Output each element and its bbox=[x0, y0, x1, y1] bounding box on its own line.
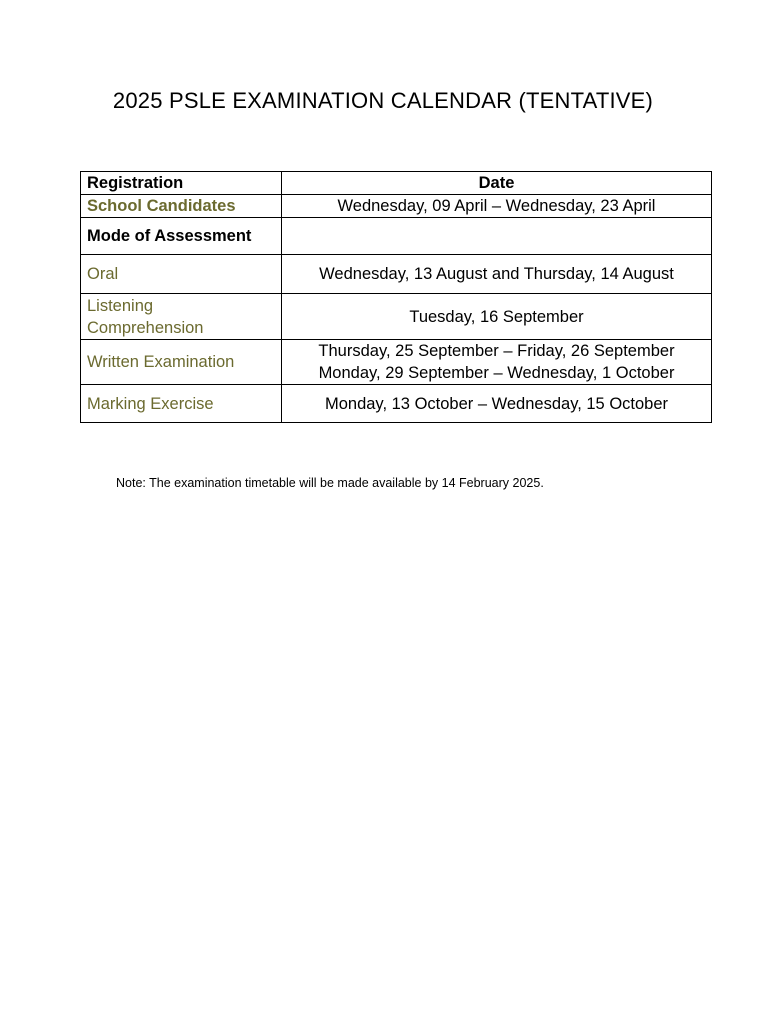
page-title-text: 2025 PSLE EXAMINATION CALENDAR (TENTATIVE) bbox=[112, 88, 654, 113]
listening-label bbox=[81, 294, 282, 340]
table-row-oral bbox=[81, 255, 712, 294]
timetable-note: Note: The examination timetable will be made available by 14 February 2025. bbox=[116, 476, 544, 490]
page-title bbox=[0, 88, 768, 114]
listening-label-line2: Comprehension bbox=[87, 318, 204, 337]
written-date-line1: Thursday, 25 September – Friday, 26 September bbox=[318, 342, 675, 360]
marking-label: Marking Exercise bbox=[81, 385, 282, 423]
table-row-marking bbox=[81, 385, 712, 423]
school-candidates-date: Wednesday, 09 April – Wednesday, 23 April bbox=[282, 195, 712, 218]
written-date bbox=[282, 340, 712, 385]
school-candidates-label: School Candidates bbox=[81, 195, 282, 218]
header-date: Date bbox=[282, 172, 712, 195]
exam-calendar-table bbox=[80, 171, 712, 423]
marking-date: Monday, 13 October – Wednesday, 15 October bbox=[282, 385, 712, 423]
table-row-listening bbox=[81, 294, 712, 340]
table-row-school-candidates bbox=[81, 195, 712, 218]
table-row-mode-heading bbox=[81, 218, 712, 255]
listening-label-line1: Listening bbox=[87, 296, 154, 315]
written-label: Written Examination bbox=[81, 340, 282, 385]
written-date-line2: Monday, 29 September – Wednesday, 1 October bbox=[318, 364, 675, 382]
table-row-written bbox=[81, 340, 712, 385]
table-header-row bbox=[81, 172, 712, 195]
header-registration: Registration bbox=[81, 172, 282, 195]
oral-label: Oral bbox=[81, 255, 282, 294]
mode-of-assessment-heading: Mode of Assessment bbox=[81, 218, 282, 255]
mode-of-assessment-empty-cell bbox=[282, 218, 712, 255]
listening-date: Tuesday, 16 September bbox=[282, 294, 712, 340]
oral-date: Wednesday, 13 August and Thursday, 14 August bbox=[282, 255, 712, 294]
